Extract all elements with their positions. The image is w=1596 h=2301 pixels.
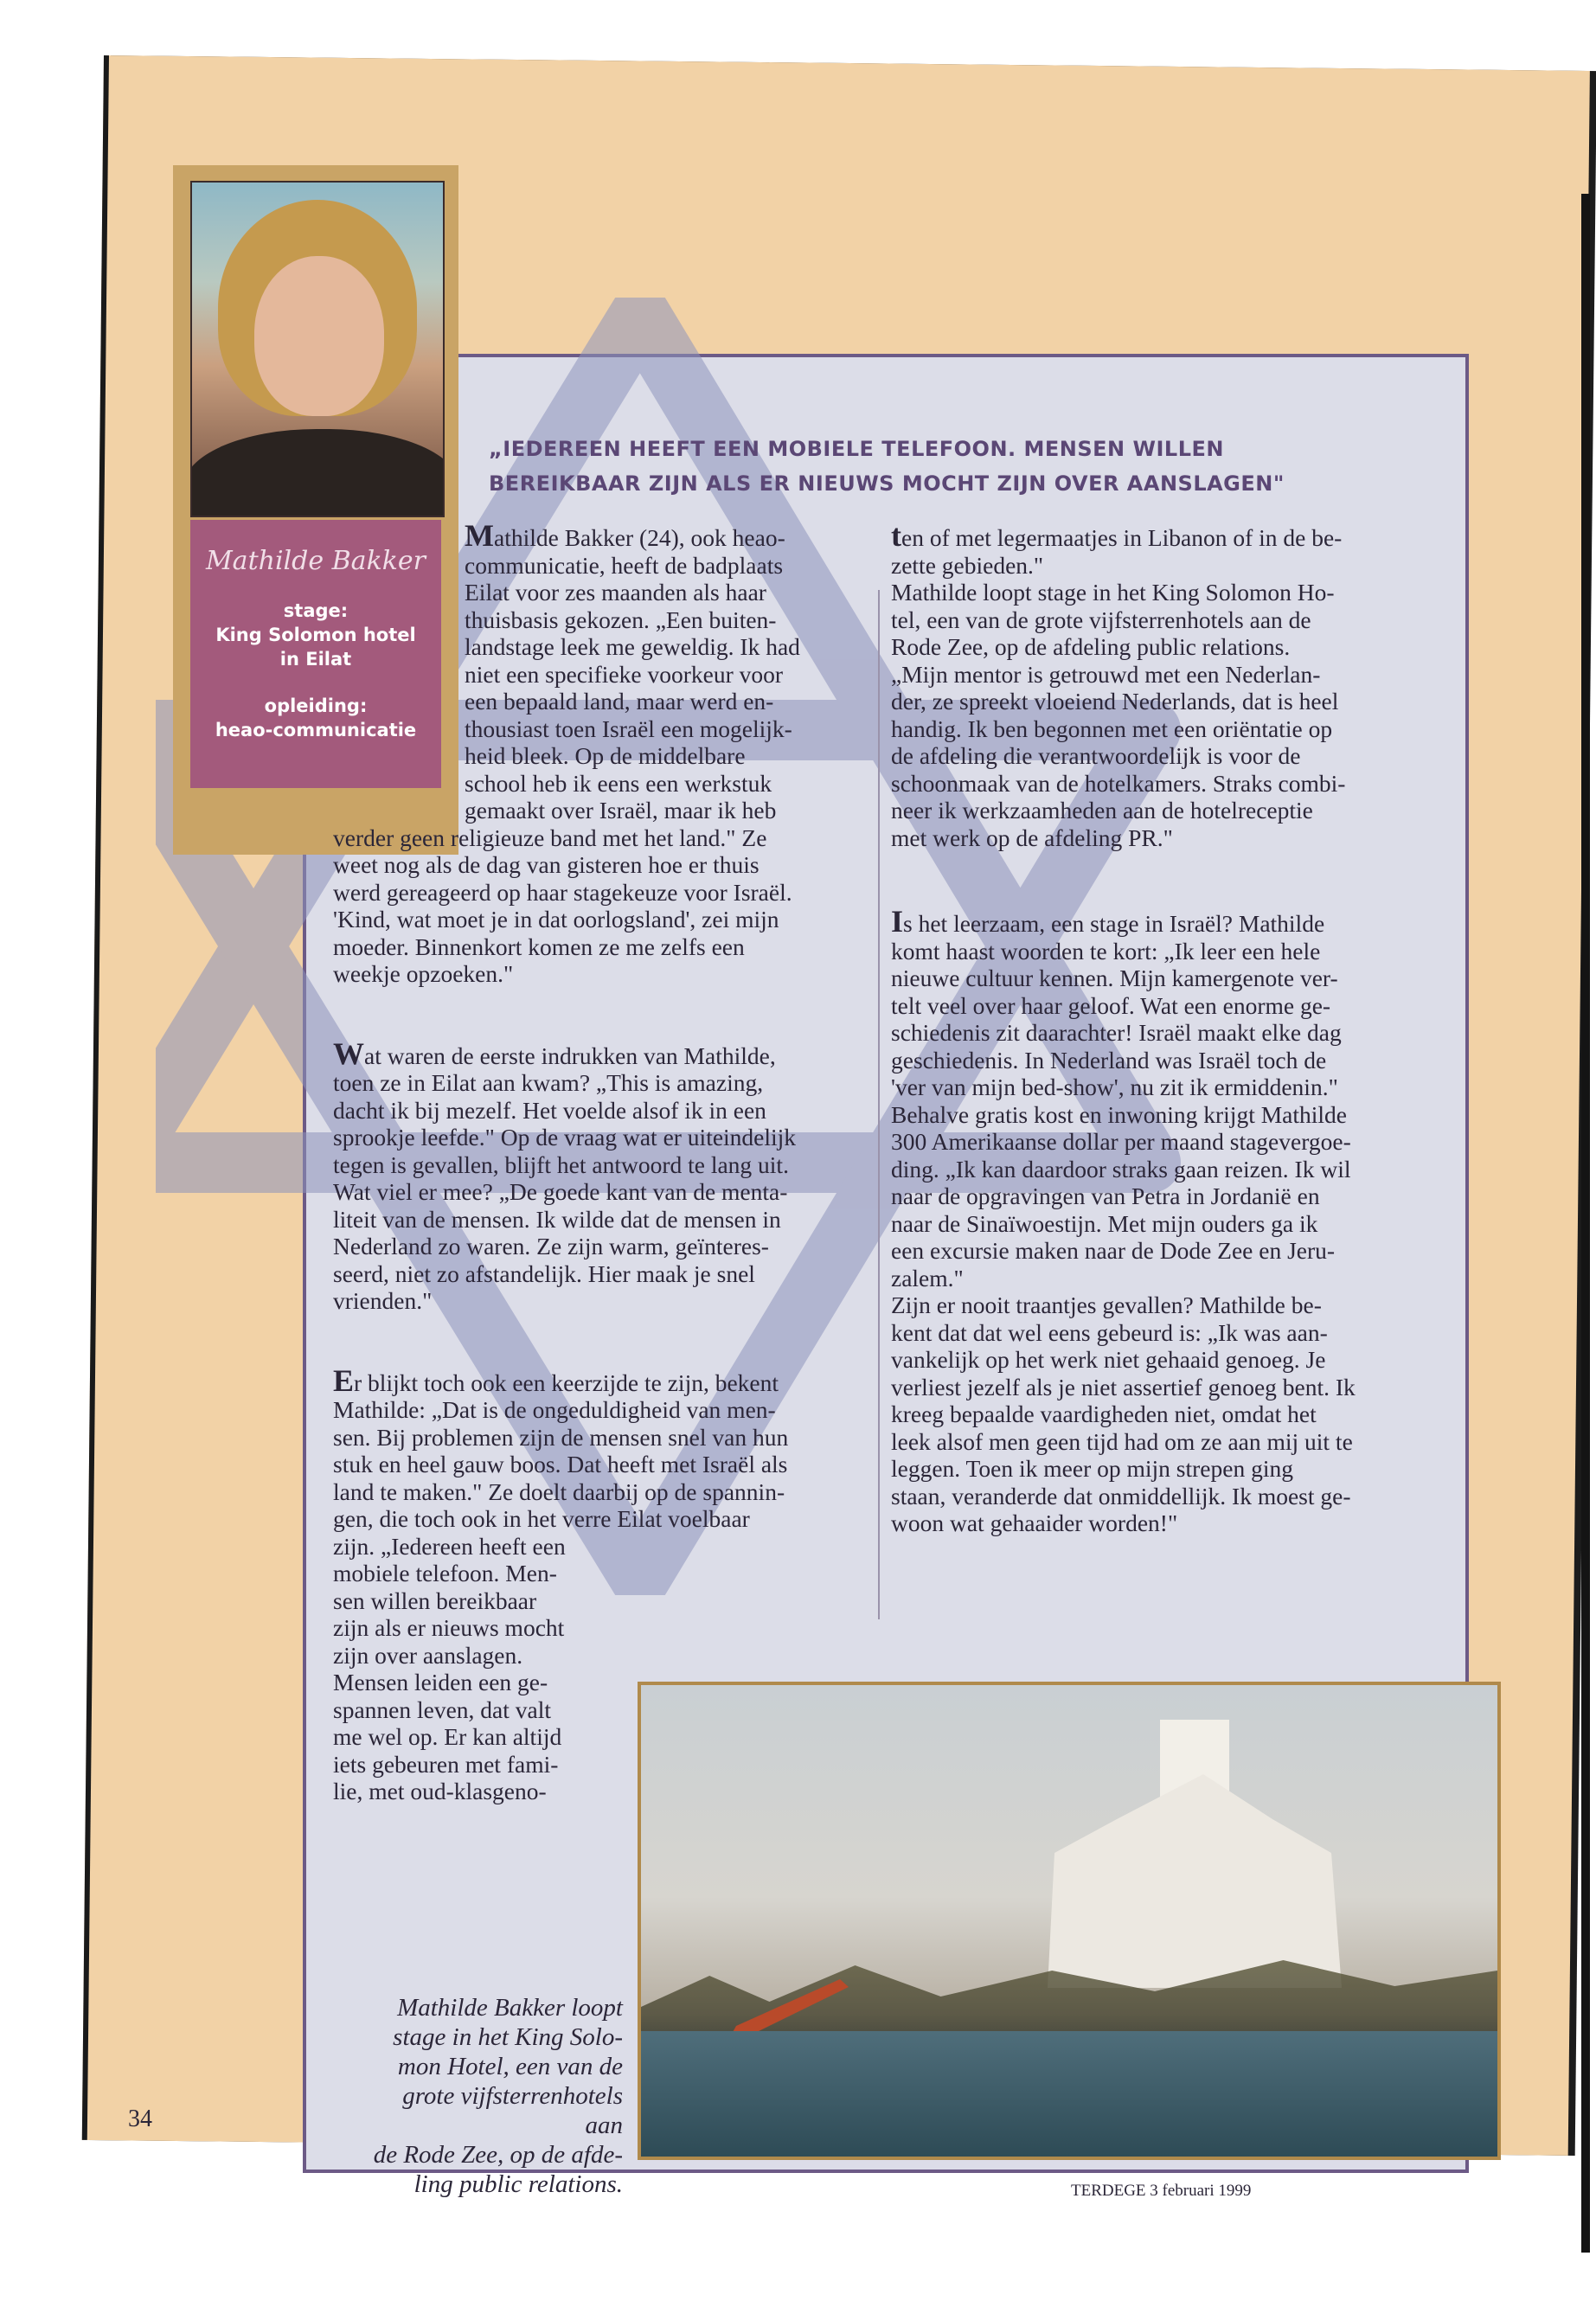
article-line: 'ver van mijn bed-show', nu zit ik ermiddenin." bbox=[891, 1074, 1338, 1100]
article-line: zijn als er nieuws mocht bbox=[333, 1614, 565, 1641]
article-line: Er blijkt toch ook een keerzijde te zijn, bekent bbox=[333, 1362, 779, 1398]
article-line: Mensen leiden een ge- bbox=[333, 1669, 548, 1695]
article-line: tegen is gevallen, blijft het antwoord te lang uit. bbox=[333, 1150, 789, 1178]
education-label: opleiding: bbox=[264, 695, 368, 716]
article-line: naar de opgravingen van Petra in Jordanië en bbox=[891, 1183, 1320, 1209]
article-line: Wat viel er mee? „De goede kant van de menta- bbox=[333, 1178, 788, 1205]
article-line: verliest jezelf als je niet assertief genoeg bent. Ik bbox=[891, 1373, 1356, 1400]
article-line: iets gebeuren met fami- bbox=[333, 1750, 559, 1778]
caption-line: stage in het King Solo- bbox=[393, 2023, 623, 2051]
caption-line: Mathilde Bakker loopt bbox=[397, 1994, 623, 2022]
article-line: de afdeling die verantwoordelijk is voor de bbox=[891, 742, 1301, 769]
headline-line: BEREIKBAAR ZIJN ALS ER NIEUWS MOCHT ZIJN OVER AANSLAGEN" bbox=[489, 471, 1285, 496]
article-line: niet een specifieke voorkeur voor bbox=[465, 660, 784, 688]
page-edge bbox=[1581, 194, 1590, 2253]
article-line: naar de Sinaïwoestijn. Met mijn ouders ga ik bbox=[891, 1209, 1318, 1237]
article-line: stuk en heel gauw boos. Dat heeft met Israël als bbox=[333, 1451, 788, 1477]
article-line: vankelijk op het werk niet gehaaid genoeg. Je bbox=[891, 1346, 1326, 1373]
magazine-page bbox=[0, 55, 1596, 2301]
column-divider bbox=[878, 590, 880, 1619]
pull-quote-headline bbox=[489, 432, 1449, 501]
article-line: sprookje leefde." Op de vraag wat er uiteindelijk bbox=[333, 1124, 797, 1150]
article-line: heid bleek. Op de middelbare bbox=[465, 742, 746, 769]
caption-line: mon Hotel, een van de bbox=[397, 2053, 623, 2080]
article-line: ding. „Ik kan daardoor straks gaan reizen. Ik wil bbox=[891, 1155, 1351, 1183]
article-line: zette gebieden." bbox=[891, 551, 1044, 579]
stage-label: stage: bbox=[283, 600, 349, 621]
article-line: communicatie, heeft de badplaats bbox=[465, 551, 784, 579]
article-line: geschiedenis. In Nederland was Israël toch de bbox=[891, 1046, 1327, 1074]
article-line: schoonmaak van de hotelkamers. Straks combi- bbox=[891, 769, 1346, 797]
article-line: zijn. „Iedereen heeft een bbox=[333, 1532, 566, 1560]
article-line: 'Kind, wat moet je in dat oorlogsland', zei mijn bbox=[333, 906, 779, 933]
footer-issue: TERDEGE 3 februari 1999 bbox=[1071, 2182, 1252, 2200]
article-line: Mathilde: „Dat is de ongeduldigheid van men- bbox=[333, 1396, 776, 1423]
education-value: heao-communicatie bbox=[215, 720, 417, 740]
article-line: tel, een van de grote vijfsterrenhotels aan de bbox=[891, 606, 1311, 633]
article-line: sen. Bij problemen zijn de mensen snel van hun bbox=[333, 1423, 789, 1451]
article-line: handig. Ik ben begonnen met een oriëntatie op bbox=[891, 715, 1333, 742]
article-line: land te maken." Ze doelt daarbij op de spannin- bbox=[333, 1477, 785, 1505]
page-number: 34 bbox=[128, 2106, 152, 2132]
article-line: 300 Amerikaanse dollar per maand stagevergoe- bbox=[891, 1128, 1351, 1155]
article-line: me wel op. Er kan altijd bbox=[333, 1723, 562, 1750]
article-line: Mathilde Bakker (24), ook heao- bbox=[465, 518, 785, 553]
article-line: der, ze spreekt vloeiend Nederlands, dat is heel bbox=[891, 688, 1339, 715]
article-line: thuisbasis gekozen. „Een buiten- bbox=[465, 606, 777, 633]
article-line: kent dat dat wel eens gebeurd is: „Ik was aan- bbox=[891, 1318, 1328, 1346]
article-line: een excursie maken naar de Dode Zee en Jeru- bbox=[891, 1237, 1336, 1264]
caption-line: grote vijfsterrenhotels aan bbox=[402, 2082, 623, 2139]
article-line: leek alsof men geen tijd had om ze aan mij uit te bbox=[891, 1427, 1353, 1455]
article-line: leggen. Toen ik meer op mijn strepen ging bbox=[891, 1455, 1293, 1482]
article-line: Rode Zee, op de afdeling public relations. bbox=[891, 633, 1291, 660]
stage-value: King Solomon hotel bbox=[215, 625, 416, 645]
article-line: komt haast woorden te kort: „Ik leer een hele bbox=[891, 937, 1321, 965]
article-line: schiedenis zit daarachter! Israël maakt elke dag bbox=[891, 1019, 1342, 1046]
article-line: liteit van de mensen. Ik wilde dat de mensen in bbox=[333, 1205, 781, 1233]
article-line: een bepaald land, maar werd en- bbox=[465, 688, 774, 715]
harbor-photo bbox=[638, 1682, 1501, 2160]
article-line: weet nog als de dag van gisteren hoe er thuis bbox=[333, 851, 760, 878]
article-line: dacht ik bij mezelf. Het voelde alsof ik in een bbox=[333, 1096, 766, 1124]
article-line: kreeg bepaalde vaardigheden niet, omdat het bbox=[891, 1400, 1317, 1427]
photo-caption bbox=[363, 1993, 623, 2199]
article-line: neer ik werkzaamheden aan de hotelreceptie bbox=[891, 797, 1313, 824]
article-line: Eilat voor zes maanden als haar bbox=[465, 579, 766, 606]
article-line: Mathilde loopt stage in het King Solomon Ho- bbox=[891, 579, 1335, 606]
article-line: woon wat gehaaider worden!" bbox=[891, 1509, 1178, 1536]
article-line: verder geen religieuze band met het land." Ze bbox=[333, 824, 767, 851]
article-line: nieuwe cultuur kennen. Mijn kamergenote ver- bbox=[891, 965, 1338, 991]
article-line: weekje opzoeken." bbox=[333, 960, 514, 987]
caption-line: ling public relations. bbox=[413, 2170, 623, 2198]
article-line: gemaakt over Israël, maar ik heb bbox=[465, 797, 777, 824]
article-line: spannen leven, dat valt bbox=[333, 1695, 551, 1723]
article-line: school heb ik eens een werkstuk bbox=[465, 769, 772, 797]
article-line: thousiast toen Israël een mogelijk- bbox=[465, 715, 792, 742]
article-line: Behalve gratis kost en inwoning krijgt Mathilde bbox=[891, 1100, 1347, 1128]
article-line: mobiele telefoon. Men- bbox=[333, 1560, 557, 1586]
article-line: ten of met legermaatjes in Libanon of in de be- bbox=[891, 518, 1343, 553]
article-line: „Mijn mentor is getrouwd met een Nederlan- bbox=[891, 660, 1321, 688]
article-line: gen, die toch ook in het verre Eilat voelbaar bbox=[333, 1505, 750, 1532]
article-line: Zijn er nooit traantjes gevallen? Mathilde be- bbox=[891, 1292, 1322, 1318]
article-line: vrienden." bbox=[333, 1287, 433, 1314]
caption-line: de Rode Zee, op de afde- bbox=[373, 2141, 623, 2169]
profile-name: Mathilde Bakker bbox=[205, 546, 426, 576]
article-line: lie, met oud-klasgeno- bbox=[333, 1778, 547, 1804]
headline-line: „IEDEREEN HEEFT EEN MOBIELE TELEFOON. MENSEN WILLEN bbox=[489, 437, 1224, 461]
portrait-photo bbox=[190, 181, 445, 517]
article-line: staan, veranderde dat onmiddellijk. Ik moest ge- bbox=[891, 1482, 1351, 1509]
article-line: moeder. Binnenkort komen ze me zelfs een bbox=[333, 933, 745, 960]
article-line: werd gereageerd op haar stagekeuze voor Israël. bbox=[333, 878, 792, 906]
article-line: toen ze in Eilat aan kwam? „This is amazing, bbox=[333, 1069, 764, 1096]
article-line: seerd, niet zo afstandelijk. Hier maak je snel bbox=[333, 1259, 755, 1287]
article-line: Wat waren de eerste indrukken van Mathilde, bbox=[333, 1035, 776, 1071]
article-line: sen willen bereikbaar bbox=[333, 1586, 537, 1614]
article-line: zijn over aanslagen. bbox=[333, 1641, 523, 1669]
article-line: met werk op de afdeling PR." bbox=[891, 824, 1173, 851]
article-column-2 bbox=[891, 518, 1427, 1537]
article-line: telt veel over haar geloof. Wat een enorme ge- bbox=[891, 991, 1331, 1019]
article-line: Is het leerzaam, een stage in Israël? Mathilde bbox=[891, 904, 1325, 939]
article-line: zalem." bbox=[891, 1264, 964, 1292]
article-line: landstage leek me geweldig. Ik had bbox=[465, 633, 800, 660]
article-column-1 bbox=[333, 518, 852, 1805]
article-line: Nederland zo waren. Ze zijn warm, geïnteres- bbox=[333, 1233, 769, 1259]
stage-value: in Eilat bbox=[279, 649, 352, 670]
